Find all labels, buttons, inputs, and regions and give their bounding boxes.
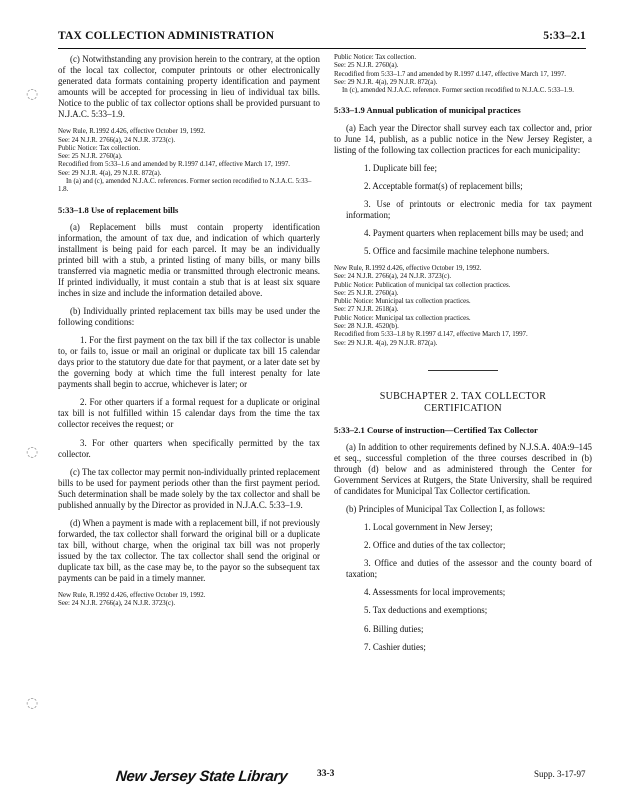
section-heading-2-1: 5:33–2.1 Course of instruction—Certified Tax Collector xyxy=(334,424,538,435)
section-heading-1-9: 5:33–1.9 Annual publication of municipal practices xyxy=(334,105,521,116)
history-note-1-8-continued: Public Notice: Tax collection. See: 25 N.J.R. 2760(a). Recodified from 5:33–1.7 and amended by R.1997 d.147, effective March 17, 1997. See: 29 N.J.R. 4(a), 29 N.J.R. 872(a). In (c), amended N.J.A.C. reference. Former section recodified to N.J.A.C. 5:33–1.9. xyxy=(334,54,574,95)
section-heading-1-8: 5:33–1.8 Use of replacement bills xyxy=(58,204,179,215)
history-note-1-9: New Rule, R.1992 d.426, effective October 19, 1992. See: 24 N.J.R. 2766(a), 24 N.J.R. 3723(c). Public Notice: Publication of municipal tax collection practices. See: 25 N.J.R. 2760(a). Public Notice: Municipal tax collection practices. See: 27 N.J.R. 2618(a). Public Notice: Municipal tax collection practices. See: 28 N.J.R. 4520(b). Recodified from 5:33–1.8 by R.1997 d.147, effective March 17, 1997. See: 29 N.J.R. 4(a), 29 N.J.R. 872(a). xyxy=(334,264,528,347)
paragraph-1-8b2: 2. For other quarters if a formal request for a duplicate or original tax bill is not fulfilled within 15 calendar days from the time the tax collector receives the request; or xyxy=(58,397,320,430)
hole-punch-mark-top: ◌ xyxy=(26,86,39,102)
paragraph-1-8b1: 1. For the first payment on the tax bill if the tax collector is unable to, or fails to, issue or mail an original or duplicate tax bill 15 calendar days prior to the statutory due date for that payment, or a later date set by the governing body at which time the full interest penalty for late payments shall begin to accrue, whichever is later; or xyxy=(58,335,320,390)
list-item: 4. Assessments for local improvements; xyxy=(364,587,506,598)
paragraph-1-8b: (b) Individually printed replacement tax bills may be used under the following conditions: xyxy=(58,306,320,328)
list-item: 1. Duplicate bill fee; xyxy=(364,162,437,173)
history-note-1-8: New Rule, R.1992 d.426, effective October 19, 1992. See: 24 N.J.R. 2766(a), 24 N.J.R. 3723(c). xyxy=(58,592,206,608)
hole-punch-mark-bottom: ◌ xyxy=(26,695,39,711)
paragraph-1-8c: (c) The tax collector may permit non-individually printed replacement bills to be used for payment periods other than the first payment period. Such determination shall be made solely by the tax collector and shall be published annually by the Director as provided in N.J.A.C. 5:33–1.9. xyxy=(58,466,320,510)
paragraph-1-7c: (c) Notwithstanding any provision herein to the contrary, at the option of the local tax collector, computer printouts or other electronically generated data formats containing property identification and payment amounts will be accepted for processing in lieu of individual tax bills. Notice to the public of tax collector options shall be provided pursuant to N.J.A.C. 5:33–1.9. xyxy=(58,54,320,120)
hole-punch-mark-middle: ◌ xyxy=(26,444,39,460)
supplement-date: Supp. 3-17-97 xyxy=(534,769,586,779)
history-note-1-7: New Rule, R.1992 d.426, effective October 19, 1992. See: 24 N.J.R. 2766(a), 24 N.J.R. 3723(c). Public Notice: Tax collection. See: 25 N.J.R. 2760(a). Recodified from 5:33–1.6 and amended by R.1997 d.147, effective March 17, 1997. See: 29 N.J.R. 4(a), 29 N.J.R. 872(a). In (a) and (c), amended N.J.A.C. references. Former section recodified to N.J.A.C. 5:33–1.8. xyxy=(58,128,312,194)
list-item: 5. Tax deductions and exemptions; xyxy=(364,605,488,616)
subchapter-heading: SUBCHAPTER 2. TAX COLLECTOR CERTIFICATION xyxy=(379,390,547,414)
list-item: 2. Office and duties of the tax collector; xyxy=(364,540,506,551)
header-section-number: 5:33–2.1 xyxy=(543,30,586,42)
library-stamp-logo: New Jersey State Library xyxy=(115,768,289,785)
paragraph-2-1a: (a) In addition to other requirements defined by N.J.S.A. 40A:9–145 et seq., successful completion of the three courses described in (b) through (d) below and as administered through the Center for Government Services at Rutgers, the State University, shall be required of candidates for Municipal Tax Collector certification. xyxy=(334,441,592,497)
list-item: 5. Office and facsimile machine telephone numbers. xyxy=(364,245,550,256)
page-number: 33-3 xyxy=(317,769,335,779)
running-header xyxy=(58,30,586,49)
paragraph-1-8d: (d) When a payment is made with a replacement bill, if not previously forwarded, the tax collector shall forward the original bill or a duplicate tax bill, without charge, when the original tax bill was not properly issued by the tax collector. The tax collector shall send the original or duplicate tax bill, as the case may be, to the payor so the subsequent tax payments can be paid in a timely manner. xyxy=(58,517,320,584)
list-item: 7. Cashier duties; xyxy=(364,641,426,652)
paragraph-1-9a: (a) Each year the Director shall survey each tax collector and, prior to June 14, publish, as a public notice in the New Jersey Register, a listing of the following tax collection practices for each municipality: xyxy=(334,122,592,155)
right-column xyxy=(334,54,592,660)
divider-rule xyxy=(428,370,498,371)
header-title: TAX COLLECTION ADMINISTRATION xyxy=(58,30,275,42)
list-item: 6. Billing duties; xyxy=(364,623,424,634)
paragraph-2-1b: (b) Principles of Municipal Tax Collection I, as follows: xyxy=(346,504,546,515)
paragraph-1-8a: (a) Replacement bills must contain property identification information, the amount of tax due, and indication of which quarterly installment is being paid for each parcel. It may be an individually printed bill with a stub, a printed listing of many bills, or many bills transferred via magnetic media or transmitted through electronic means. If printed individually, it must contain a stub that is at least six square inches in size and include the information detailed above. xyxy=(58,221,320,298)
list-item: 3. Office and duties of the assessor and the county board of taxation; xyxy=(346,558,592,580)
list-item: 4. Payment quarters when replacement bills may be used; and xyxy=(364,227,584,238)
paragraph-1-8b3: 3. For other quarters when specifically permitted by the tax collector. xyxy=(58,437,320,459)
list-item: 2. Acceptable format(s) of replacement bills; xyxy=(364,180,523,191)
list-item: 3. Use of printouts or electronic media for tax payment information; xyxy=(346,198,592,220)
left-column xyxy=(58,54,320,619)
list-item: 1. Local government in New Jersey; xyxy=(364,522,493,533)
